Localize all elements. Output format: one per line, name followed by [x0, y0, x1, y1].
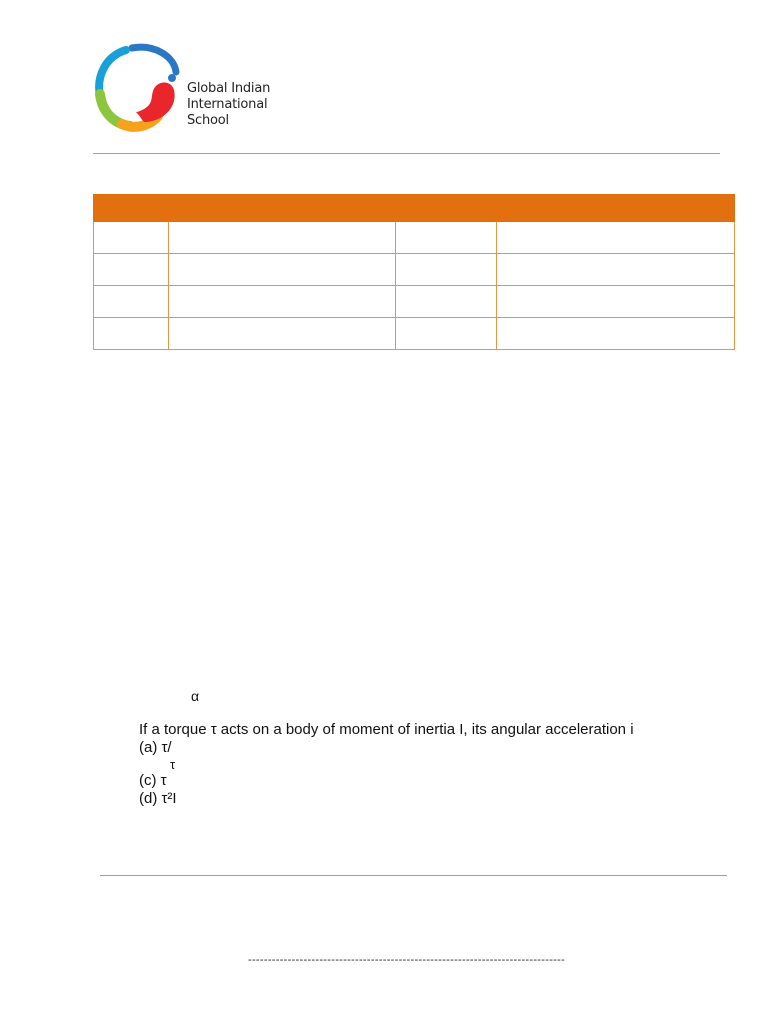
school-name-line: Global Indian	[187, 81, 271, 96]
info-table	[93, 194, 735, 350]
table-cell	[169, 222, 396, 254]
stray-tau-symbol: τ	[170, 757, 176, 772]
table-cell	[396, 318, 497, 350]
table-cell	[497, 222, 735, 254]
table-header-cell	[94, 195, 169, 222]
school-logo	[92, 42, 282, 132]
table-row	[94, 318, 735, 350]
table-row	[94, 254, 735, 286]
table-cell	[497, 254, 735, 286]
table-cell	[94, 318, 169, 350]
table-header-cell	[396, 195, 497, 222]
school-name	[187, 81, 270, 129]
table-cell	[169, 318, 396, 350]
alpha-symbol: α	[191, 688, 200, 704]
table-cell	[94, 286, 169, 318]
school-name-line: School	[187, 113, 229, 128]
table-cell	[396, 286, 497, 318]
question-text: If a torque τ acts on a body of moment of inertia I, its angular acceleration i	[139, 721, 634, 738]
table-header-cell	[169, 195, 396, 222]
table-cell	[94, 254, 169, 286]
table-row	[94, 222, 735, 254]
table-cell	[497, 318, 735, 350]
school-logo-icon	[92, 42, 182, 132]
table-cell	[169, 286, 396, 318]
option-d: (d) τ²I	[139, 790, 177, 807]
option-a: (a) τ/	[139, 739, 172, 756]
dashed-line: --------------------------------------------------------------------------------	[248, 954, 566, 966]
table-cell	[169, 254, 396, 286]
table-cell	[396, 222, 497, 254]
header-divider	[93, 153, 720, 154]
table-cell	[497, 286, 735, 318]
table-cell	[94, 222, 169, 254]
school-name-line: International	[187, 97, 268, 112]
table-header-row	[94, 195, 735, 222]
option-c: (c) τ	[139, 772, 167, 789]
table-row	[94, 286, 735, 318]
footer-divider	[100, 875, 727, 876]
table-cell	[396, 254, 497, 286]
table-header-cell	[497, 195, 735, 222]
